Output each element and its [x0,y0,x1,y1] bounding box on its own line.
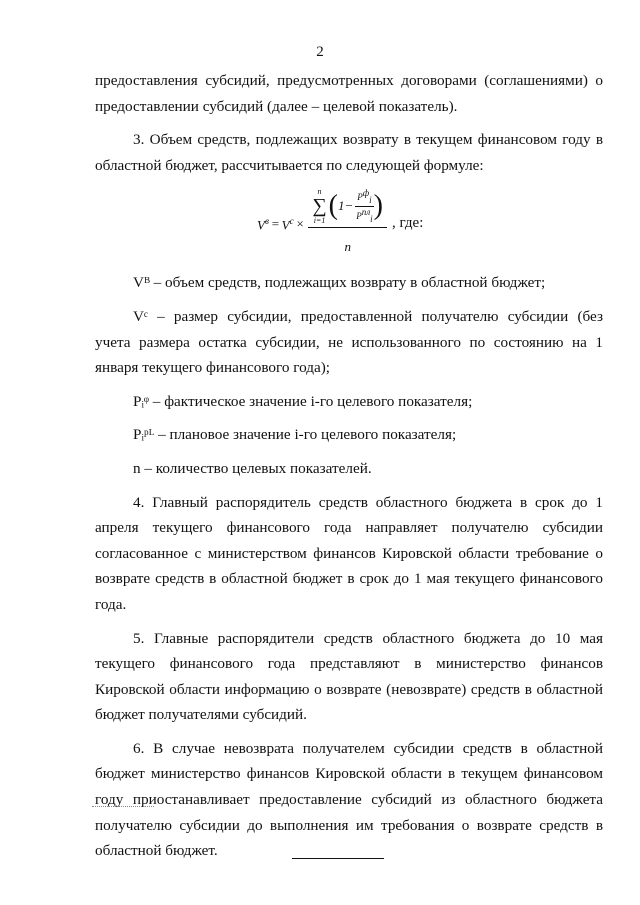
formula-times: × [295,215,305,231]
definition-vc: Vᶜ – размер субсидии, предоставленной получателю субсидии (без учета размера остатка субсидии, не использованного по состоянию на 1 января текущего финансового года); [95,307,603,377]
paragraph-continuation: предоставления субсидий, предусмотренных договорами (соглашениями) о предоставлении субсидий (далее – целевой показатель). [95,72,603,115]
one-minus: 1− [337,198,354,214]
formula-denominator: n [344,239,351,255]
formula [257,182,603,264]
ratio: $\frac{P^ф_i}{P^{пл}_i}$ [356,187,373,224]
paragraph-5: 5. Главные распорядители средств областного бюджета до 10 мая текущего финансового года представляют в министерство финансов Кировской области информацию о возврате (невозврате) средств в областной бюджет получателями субсидий. [95,629,603,724]
formula-fraction [308,187,387,260]
formula-v: $V^c$ [281,215,294,233]
formula-lhs: $V^в$ [257,215,269,233]
sum-symbol: n ∑ i=1 [312,187,327,226]
end-rule [292,858,384,859]
paragraph-6: 6. В случае невозврата получателем субсидии средств в областной бюджет министерство финансов Кировской области в текущем финансовом году приостанавливает предоставление субсидий из областного бюджета получателю субсидии до выполнения им требования о возврате средств в областной бюджет. [95,739,603,860]
formula-equals: = [270,215,280,231]
definition-pp: Pᵢᵖᴸ – плановое значение i-го целевого показателя; [133,426,457,444]
document-body [95,68,603,864]
definition-pf: Pᵢᵠ – фактическое значение i-го целевого показателя; [133,392,473,410]
formula-numerator: n ∑ i=1 ( 1− $\frac{P^ф_i}{P^{пл}_i}$ ) [308,187,387,228]
definition-vv: Vᴮ – объем средств, подлежащих возврату в областной бюджет; [133,274,546,292]
paragraph-3: 3. Объем средств, подлежащих возврату в текущем финансовом году в областной бюджет, рассчитывается по следующей формуле: [95,131,603,174]
formula-where: , где: [392,214,424,231]
definition-n: n – количество целевых показателей. [133,459,372,477]
page-number: 2 [316,44,324,60]
scan-artifact-line [92,806,154,807]
paragraph-4: 4. Главный распорядитель средств областного бюджета в срок до 1 апреля текущего финансового года направляет получателю субсидии согласованное с министерством финансов Кировской области требование о возврате средств в областной бюджет в срок до 1 мая текущего финансового года. [95,493,603,613]
